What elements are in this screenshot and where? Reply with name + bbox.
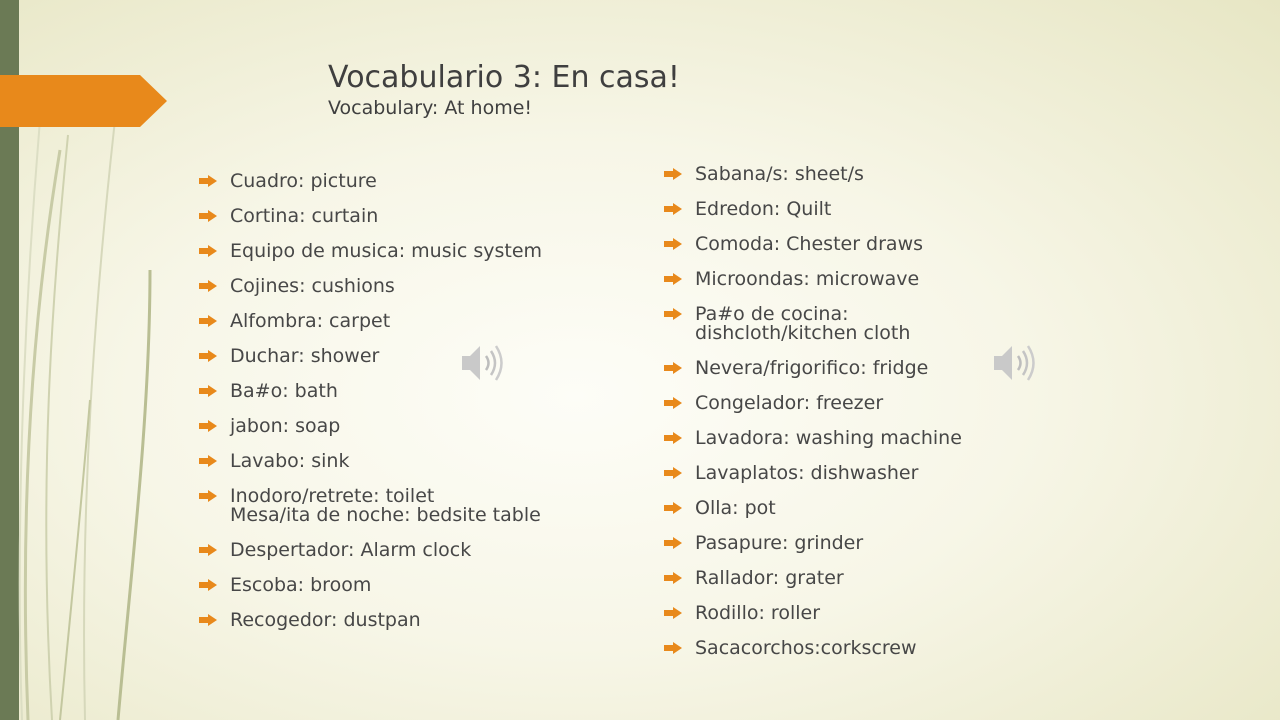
vocab-item xyxy=(661,394,1101,413)
title-block xyxy=(328,60,1028,120)
arrow-bullet-icon xyxy=(199,420,217,432)
arrow-bullet-icon xyxy=(199,579,217,591)
vocab-item xyxy=(661,165,1101,184)
vocab-item-text: Escoba: broom xyxy=(230,574,372,596)
vocab-item xyxy=(661,499,1101,518)
vocab-item-text: Rodillo: roller xyxy=(695,602,821,624)
vocab-item xyxy=(196,541,636,560)
vocab-item-text: Despertador: Alarm clock xyxy=(230,539,472,561)
slide-subtitle: Vocabulary: At home! xyxy=(328,97,533,119)
arrow-bullet-icon xyxy=(199,245,217,257)
vocab-item-text: Cuadro: picture xyxy=(230,170,377,192)
vocab-item xyxy=(661,604,1101,623)
vocab-item-text: Alfombra: carpet xyxy=(230,310,391,332)
arrow-bullet-icon xyxy=(199,280,217,292)
vocab-item-text: Recogedor: dustpan xyxy=(230,609,421,631)
arrow-bullet-icon xyxy=(664,273,682,285)
vocab-item-text: Cojines: cushions xyxy=(230,275,395,297)
vocab-item-text: Ba#o: bath xyxy=(230,380,338,402)
arrow-bullet-icon xyxy=(664,203,682,215)
vocab-item xyxy=(196,347,636,366)
arrow-bullet-icon xyxy=(664,168,682,180)
vocab-list-right xyxy=(661,165,1101,674)
vocab-item-text: Lavadora: washing machine xyxy=(695,427,962,449)
vocab-item xyxy=(196,576,636,595)
vocab-item xyxy=(196,207,636,226)
vocab-item xyxy=(196,242,636,261)
vocab-item xyxy=(196,452,636,471)
speaker-icon[interactable] xyxy=(990,340,1038,386)
vocab-item-text: Olla: pot xyxy=(695,497,776,519)
vocab-item-text: Pasapure: grinder xyxy=(695,532,864,554)
vocab-item-text: Congelador: freezer xyxy=(695,392,884,414)
vocab-item xyxy=(661,534,1101,553)
arrow-bullet-icon xyxy=(664,238,682,250)
arrow-bullet-icon xyxy=(199,315,217,327)
vocab-list-left xyxy=(196,172,636,646)
vocab-item-text: Pa#o de cocina: dishcloth/kitchen cloth xyxy=(695,303,911,344)
vocab-item xyxy=(196,277,636,296)
arrow-bullet-icon xyxy=(199,544,217,556)
vocab-item-text: jabon: soap xyxy=(230,415,341,437)
vocab-item xyxy=(196,312,636,331)
arrow-bullet-icon xyxy=(199,175,217,187)
vocab-item-text: Sabana/s: sheet/s xyxy=(695,163,864,185)
arrow-bullet-icon xyxy=(664,537,682,549)
vocab-item-text: Rallador: grater xyxy=(695,567,844,589)
arrow-bullet-icon xyxy=(664,607,682,619)
vocab-item xyxy=(196,417,636,436)
arrow-bullet-icon xyxy=(664,572,682,584)
vocab-item xyxy=(661,639,1101,658)
arrow-bullet-icon xyxy=(664,642,682,654)
vocab-item-text: Equipo de musica: music system xyxy=(230,240,543,262)
vocab-item xyxy=(661,305,1101,343)
vocab-item-text: Microondas: microwave xyxy=(695,268,920,290)
arrow-bullet-icon xyxy=(664,308,682,320)
arrow-bullet-icon xyxy=(199,455,217,467)
vocab-item-text: Sacacorchos:corkscrew xyxy=(695,637,917,659)
vocab-item xyxy=(661,464,1101,483)
arrow-bullet-icon xyxy=(664,432,682,444)
vocab-item-text: Lavabo: sink xyxy=(230,450,350,472)
vocab-item xyxy=(196,382,636,401)
vocab-item xyxy=(661,429,1101,448)
arrow-bullet-icon xyxy=(199,210,217,222)
arrow-bullet-icon xyxy=(664,362,682,374)
vocab-item-text: Nevera/frigorifico: fridge xyxy=(695,357,929,379)
vocab-item xyxy=(196,611,636,630)
vocab-item xyxy=(661,235,1101,254)
vocab-item-text: Cortina: curtain xyxy=(230,205,379,227)
arrow-bullet-icon xyxy=(664,397,682,409)
vocab-item-text: Comoda: Chester draws xyxy=(695,233,924,255)
speaker-icon[interactable] xyxy=(458,340,506,386)
arrow-bullet-icon xyxy=(199,490,217,502)
vocab-item xyxy=(196,487,636,525)
title-accent-tab xyxy=(0,75,167,127)
arrow-bullet-icon xyxy=(199,385,217,397)
vocab-item xyxy=(661,569,1101,588)
slide-title: Vocabulario 3: En casa! xyxy=(328,60,680,95)
vocab-item xyxy=(196,172,636,191)
arrow-bullet-icon xyxy=(664,502,682,514)
arrow-bullet-icon xyxy=(199,350,217,362)
vocab-item xyxy=(661,200,1101,219)
vocab-item-text: Duchar: shower xyxy=(230,345,380,367)
vocab-item-text: Inodoro/retrete: toilet Mesa/ita de noche: bedsite table xyxy=(230,485,541,526)
vocab-item xyxy=(661,270,1101,289)
vocab-item-text: Lavaplatos: dishwasher xyxy=(695,462,919,484)
vocab-item-text: Edredon: Quilt xyxy=(695,198,832,220)
arrow-bullet-icon xyxy=(199,614,217,626)
arrow-bullet-icon xyxy=(664,467,682,479)
